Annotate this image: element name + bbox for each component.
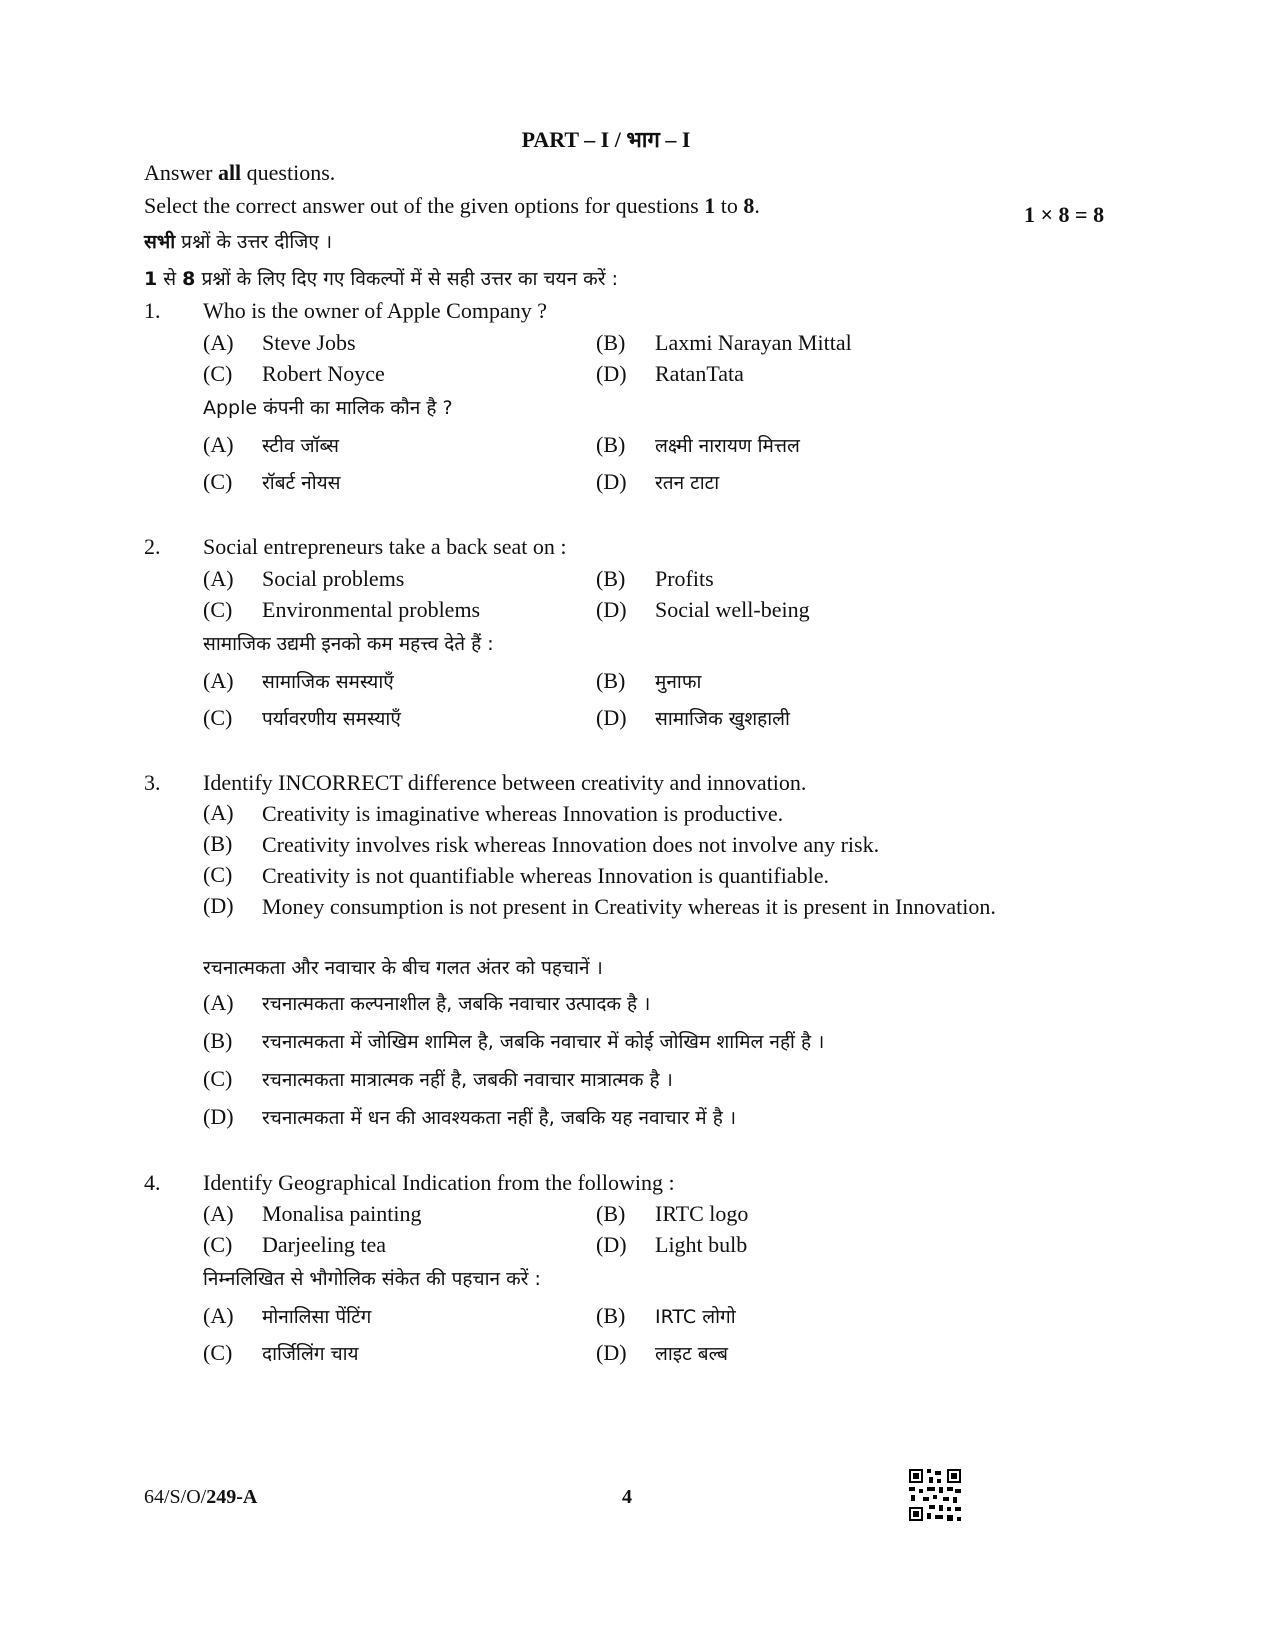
option-c-hindi xyxy=(203,1340,359,1366)
option-b xyxy=(203,831,1073,859)
paper-code xyxy=(144,1486,257,1509)
instruction-text: Answer xyxy=(144,160,218,185)
option-label: (B) xyxy=(203,1028,233,1053)
option-label: (D) xyxy=(596,469,627,494)
option-label: (C) xyxy=(203,469,233,494)
option-a-hindi xyxy=(203,990,1073,1018)
instruction-bold: 1 xyxy=(704,193,716,218)
option-text: रॉबर्ट नोयस xyxy=(262,472,341,494)
option-c xyxy=(203,361,385,387)
question-stem-hindi: निम्नलिखित से भौगोलिक संकेत की पहचान करें : xyxy=(203,1268,541,1290)
question-stem: Social entrepreneurs take a back seat on : xyxy=(203,534,567,559)
option-label: (C) xyxy=(203,1340,233,1365)
option-text: Darjeeling tea xyxy=(262,1232,386,1257)
option-label: (C) xyxy=(203,862,233,887)
question-number: 3. xyxy=(144,770,161,795)
option-text: मोनालिसा पेंटिंग xyxy=(262,1306,372,1328)
option-label: (B) xyxy=(596,1303,626,1328)
instruction-bold: 8 xyxy=(182,268,196,290)
option-a-hindi xyxy=(203,432,339,458)
instruction-bold: 8 xyxy=(743,193,755,218)
option-c-hindi xyxy=(203,469,341,495)
option-text: IRTC logo xyxy=(655,1201,749,1226)
option-label: (B) xyxy=(596,1201,626,1226)
paper-code-bold: 249-A xyxy=(206,1486,258,1508)
option-text: Laxmi Narayan Mittal xyxy=(655,330,852,355)
option-text: Profits xyxy=(655,566,714,591)
option-c xyxy=(203,862,1073,890)
option-text: रचनात्मकता कल्पनाशील है, जबकि नवाचार उत्पादक है । xyxy=(262,993,651,1015)
option-c xyxy=(203,597,480,623)
option-a xyxy=(203,800,1073,828)
option-label: (A) xyxy=(203,330,234,355)
question-stem: Identify INCORRECT difference between creativity and innovation. xyxy=(203,770,807,795)
instruction-text: से xyxy=(157,268,183,290)
option-text: लाइट बल्ब xyxy=(655,1343,729,1365)
option-a xyxy=(203,330,356,356)
instruction-hindi-1 xyxy=(144,228,332,254)
option-label: (D) xyxy=(596,1340,627,1365)
option-label: (D) xyxy=(596,597,627,622)
option-text: सामाजिक खुशहाली xyxy=(655,708,790,730)
option-label: (A) xyxy=(203,566,234,591)
option-d-hindi xyxy=(596,469,719,495)
option-text: Environmental problems xyxy=(262,597,481,622)
option-label: (B) xyxy=(596,432,626,457)
option-label: (A) xyxy=(203,432,234,457)
question-stem-hindi: रचनात्मकता और नवाचार के बीच गलत अंतर को पहचानें । xyxy=(203,957,603,979)
option-b-hindi xyxy=(596,1303,736,1329)
option-label: (C) xyxy=(203,361,233,386)
option-text: Monalisa painting xyxy=(262,1201,422,1226)
instruction-bold: 1 xyxy=(144,268,158,290)
option-b xyxy=(596,566,714,592)
option-label: (D) xyxy=(596,705,627,730)
option-c-hindi xyxy=(203,1066,1073,1094)
question-number: 4. xyxy=(144,1170,161,1195)
option-b xyxy=(596,330,852,356)
option-text: RatanTata xyxy=(655,361,744,386)
option-text: Social problems xyxy=(262,566,405,591)
question-stem: Who is the owner of Apple Company ? xyxy=(203,298,547,323)
option-c-hindi xyxy=(203,705,401,731)
part-heading: PART – I / भाग – I xyxy=(521,127,691,152)
option-d-hindi xyxy=(203,1104,1073,1132)
option-text: Steve Jobs xyxy=(262,330,356,355)
option-label: (D) xyxy=(596,1232,627,1257)
option-a-hindi xyxy=(203,668,394,694)
qr-code-icon xyxy=(907,1467,963,1523)
option-text: रचनात्मकता मात्रात्मक नहीं है, जबकी नवाचार मात्रात्मक है । xyxy=(262,1069,673,1091)
option-text: रतन टाटा xyxy=(655,472,720,494)
option-text: पर्यावरणीय समस्याएँ xyxy=(262,708,401,730)
instruction-text: प्रश्नों के उत्तर दीजिए । xyxy=(175,231,333,253)
option-text: Social well-being xyxy=(655,597,810,622)
option-label: (A) xyxy=(203,800,234,825)
option-a xyxy=(203,1201,421,1227)
option-label: (B) xyxy=(596,330,626,355)
option-label: (A) xyxy=(203,668,234,693)
question-stem: Identify Geographical Indication from the following : xyxy=(203,1170,675,1195)
option-d-hindi xyxy=(596,1340,728,1366)
question-number: 2. xyxy=(144,534,161,559)
option-text: Creativity is not quantifiable whereas Innovation is quantifiable. xyxy=(262,863,829,888)
option-d xyxy=(596,597,810,623)
option-b-hindi xyxy=(596,668,701,694)
option-text: Money consumption is not present in Creativity whereas it is present in Innovation. xyxy=(262,894,996,919)
question-number: 1. xyxy=(144,298,161,323)
question-stem-hindi: सामाजिक उद्यमी इनको कम महत्त्व देते हैं : xyxy=(203,633,494,655)
option-d xyxy=(596,361,744,387)
instruction-text: questions. xyxy=(241,160,336,185)
question-stem-hindi: Apple कंपनी का मालिक कौन है ? xyxy=(203,397,453,419)
instruction-bold: सभी xyxy=(144,231,176,253)
option-label: (A) xyxy=(203,1303,234,1328)
option-a xyxy=(203,566,404,592)
instruction-answer-all xyxy=(144,160,335,186)
option-text: दार्जिलिंग चाय xyxy=(262,1343,359,1365)
option-label: (B) xyxy=(596,566,626,591)
option-label: (C) xyxy=(203,597,233,622)
option-text: IRTC लोगो xyxy=(655,1306,736,1328)
instruction-bold: all xyxy=(217,160,242,185)
option-label: (D) xyxy=(203,1104,234,1129)
option-label: (B) xyxy=(203,831,233,856)
option-d xyxy=(203,893,1073,921)
option-text: सामाजिक समस्याएँ xyxy=(262,671,394,693)
paper-code-prefix: 64/S/O/ xyxy=(144,1486,207,1508)
option-b xyxy=(596,1201,748,1227)
option-label: (A) xyxy=(203,990,234,1015)
option-a-hindi xyxy=(203,1303,371,1329)
option-label: (C) xyxy=(203,1066,233,1091)
option-label: (D) xyxy=(203,893,234,918)
instruction-text: Select the correct answer out of the given options for questions xyxy=(144,193,705,218)
option-text: रचनात्मकता में जोखिम शामिल है, जबकि नवाचार में कोई जोखिम शामिल नहीं है । xyxy=(262,1031,825,1053)
option-text: Creativity involves risk whereas Innovation does not involve any risk. xyxy=(262,832,880,857)
option-text: रचनात्मकता में धन की आवश्यकता नहीं है, जबकि यह नवाचार में है । xyxy=(262,1107,737,1129)
option-text: मुनाफा xyxy=(655,671,702,693)
marks-allocation: 1 × 8 = 8 xyxy=(1024,202,1105,227)
option-text: Robert Noyce xyxy=(262,361,385,386)
option-d-hindi xyxy=(596,705,790,731)
option-text: स्टीव जॉब्स xyxy=(262,435,339,457)
option-d xyxy=(596,1232,747,1258)
instruction-text: to xyxy=(715,193,744,218)
instruction-select xyxy=(144,193,760,219)
instruction-hindi-2 xyxy=(144,265,618,291)
option-label: (C) xyxy=(203,1232,233,1257)
instruction-text: . xyxy=(754,193,760,218)
option-label: (C) xyxy=(203,705,233,730)
page-number: 4 xyxy=(622,1486,632,1508)
option-label: (A) xyxy=(203,1201,234,1226)
option-text: Creativity is imaginative whereas Innovation is productive. xyxy=(262,801,784,826)
option-text: लक्ष्मी नारायण मित्तल xyxy=(655,435,800,457)
option-b-hindi xyxy=(596,432,800,458)
instruction-text: प्रश्नों के लिए दिए गए विकल्पों में से सही उत्तर का चयन करें : xyxy=(195,268,618,290)
option-label: (B) xyxy=(596,668,626,693)
option-label: (D) xyxy=(596,361,627,386)
option-b-hindi xyxy=(203,1028,1073,1056)
option-text: Light bulb xyxy=(655,1232,748,1257)
option-c xyxy=(203,1232,386,1258)
